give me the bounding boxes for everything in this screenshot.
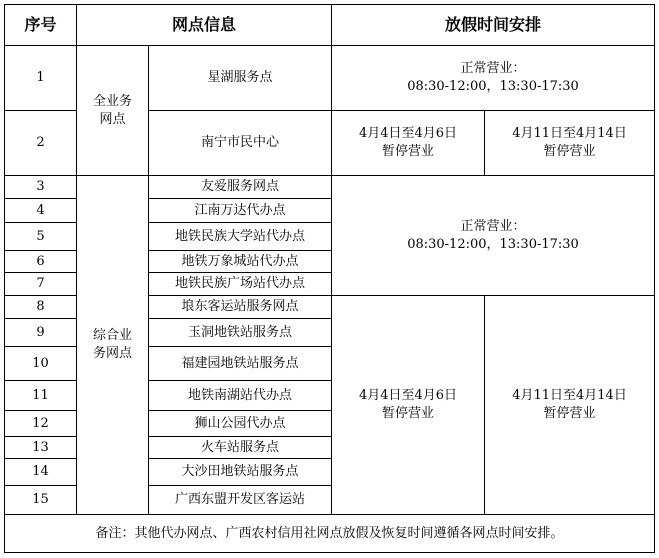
outlet-name: 狮山公园代办点: [149, 411, 332, 437]
schedule-period-a: 4月4日至4月6日 暂停营业: [332, 111, 485, 176]
row-index: 7: [5, 273, 77, 296]
outlet-name: 友爱服务网点: [149, 176, 332, 199]
outlet-name: 福建园地铁站服务点: [149, 347, 332, 381]
outlet-name: 地铁民族广场站代办点: [149, 273, 332, 296]
schedule-period-b: 4月11日至4月14日 暂停营业: [485, 111, 655, 176]
row-index: 1: [5, 46, 77, 111]
row-index: 12: [5, 411, 77, 437]
header-outlet: 网点信息: [77, 5, 332, 46]
header-schedule: 放假时间安排: [332, 5, 655, 46]
row-index: 10: [5, 347, 77, 381]
outlet-name: 南宁市民中心: [149, 111, 332, 176]
row-index: 14: [5, 459, 77, 486]
outlet-name: 火车站服务点: [149, 437, 332, 459]
row-index: 4: [5, 199, 77, 223]
row-index: 15: [5, 486, 77, 515]
outlet-name: 江南万达代办点: [149, 199, 332, 223]
outlet-name: 地铁南湖站代办点: [149, 381, 332, 411]
group-comprehensive: 综合业 务网点: [77, 176, 149, 515]
row-index: 6: [5, 251, 77, 273]
outlet-name: 地铁万象城站代办点: [149, 251, 332, 273]
table-row: [5, 176, 655, 199]
header-index: 序号: [5, 5, 77, 46]
row-index: 11: [5, 381, 77, 411]
holiday-schedule-table: [4, 4, 655, 553]
schedule-period-a: 4月4日至4月6日 暂停营业: [332, 296, 485, 515]
table-header-row: [5, 5, 655, 46]
outlet-name: 埌东客运站服务网点: [149, 296, 332, 319]
row-index: 13: [5, 437, 77, 459]
outlet-name: 星湖服务点: [149, 46, 332, 111]
row-index: 5: [5, 223, 77, 251]
schedule-period-b: 4月11日至4月14日 暂停营业: [485, 296, 655, 515]
note-text: 备注：其他代办网点、广西农村信用社网点放假及恢复时间遵循各网点时间安排。: [5, 515, 655, 553]
row-index: 8: [5, 296, 77, 319]
schedule-normal: 正常营业： 08:30-12:00，13:30-17:30: [332, 46, 655, 111]
row-index: 3: [5, 176, 77, 199]
outlet-name: 玉洞地铁站服务点: [149, 319, 332, 347]
row-index: 9: [5, 319, 77, 347]
outlet-name: 地铁民族大学站代办点: [149, 223, 332, 251]
row-index: 2: [5, 111, 77, 176]
note-row: [5, 515, 655, 553]
table-row: [5, 46, 655, 111]
outlet-name: 大沙田地铁站服务点: [149, 459, 332, 486]
group-full-service: 全业务 网点: [77, 46, 149, 176]
schedule-normal: 正常营业： 08:30-12:00，13:30-17:30: [332, 176, 655, 296]
outlet-name: 广西东盟开发区客运站: [149, 486, 332, 515]
